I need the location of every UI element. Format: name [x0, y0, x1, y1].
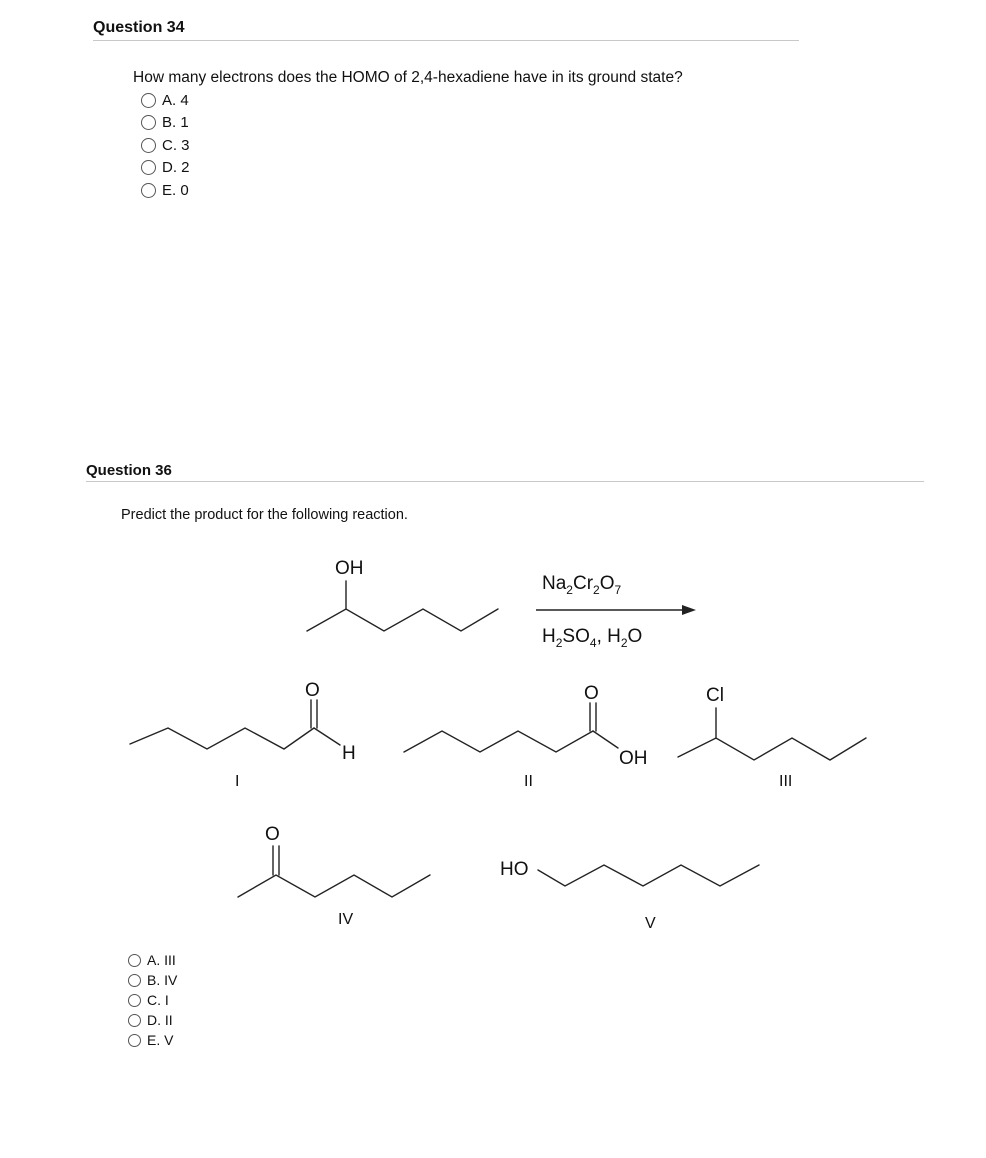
reagent-top: $Na_2Cr_2O_7$ — [542, 573, 622, 597]
structure-iv — [238, 824, 430, 928]
structure-v — [500, 859, 759, 932]
option-label: B. IV — [147, 972, 178, 988]
q36-option-e[interactable] — [128, 1030, 177, 1050]
option-label: D. 2 — [162, 159, 190, 177]
q36-option-b[interactable] — [128, 970, 177, 990]
q36-option-a[interactable] — [128, 950, 177, 970]
question-34-heading: Question 34 — [93, 19, 185, 36]
question-34-prompt: How many electrons does the HOMO of 2,4-hexadiene have in its ground state? — [133, 69, 683, 86]
structure-ii-numeral: II — [524, 773, 533, 790]
reaction-conditions — [536, 573, 696, 650]
structure-iii-numeral: III — [779, 773, 793, 790]
reactant-structure — [307, 558, 498, 631]
q36-option-d[interactable] — [128, 1010, 177, 1030]
question-36-prompt: Predict the product for the following reaction. — [121, 507, 408, 523]
option-label: D. II — [147, 1012, 173, 1028]
option-label: E. V — [147, 1032, 174, 1048]
option-label: E. 0 — [162, 181, 189, 199]
structure-ii — [404, 683, 648, 790]
radio-button[interactable] — [128, 994, 141, 1007]
reagent-bottom: $H_2SO_4$, $H_2O$ — [542, 626, 643, 650]
structure-iii — [678, 685, 866, 790]
option-label: A. 4 — [162, 91, 189, 109]
reactant-oh-label: OH — [335, 558, 364, 579]
structure-iv-numeral: IV — [338, 911, 354, 928]
option-label: A. III — [147, 952, 176, 968]
structure-v-hydroxyl: HO — [500, 859, 529, 880]
structure-iv-oxygen: O — [265, 824, 280, 845]
structure-i — [130, 680, 356, 790]
structure-v-numeral: V — [645, 915, 656, 932]
radio-button[interactable] — [128, 1034, 141, 1047]
option-label: B. 1 — [162, 114, 189, 132]
radio-button[interactable] — [128, 974, 141, 987]
arrow-head — [682, 605, 696, 615]
radio-button[interactable] — [128, 1014, 141, 1027]
question-36-heading: Question 36 — [86, 462, 172, 479]
question-36-options — [128, 950, 177, 1050]
radio-button[interactable] — [128, 954, 141, 967]
structure-ii-oxygen: O — [584, 683, 599, 704]
structure-i-oxygen: O — [305, 680, 320, 701]
option-label: C. I — [147, 992, 169, 1008]
structure-i-numeral: I — [235, 773, 240, 790]
structure-i-hydrogen: H — [342, 743, 356, 764]
structure-iii-chlorine: Cl — [706, 685, 724, 706]
q36-option-c[interactable] — [128, 990, 177, 1010]
structure-ii-hydroxyl: OH — [619, 748, 648, 769]
option-label: C. 3 — [162, 136, 190, 154]
